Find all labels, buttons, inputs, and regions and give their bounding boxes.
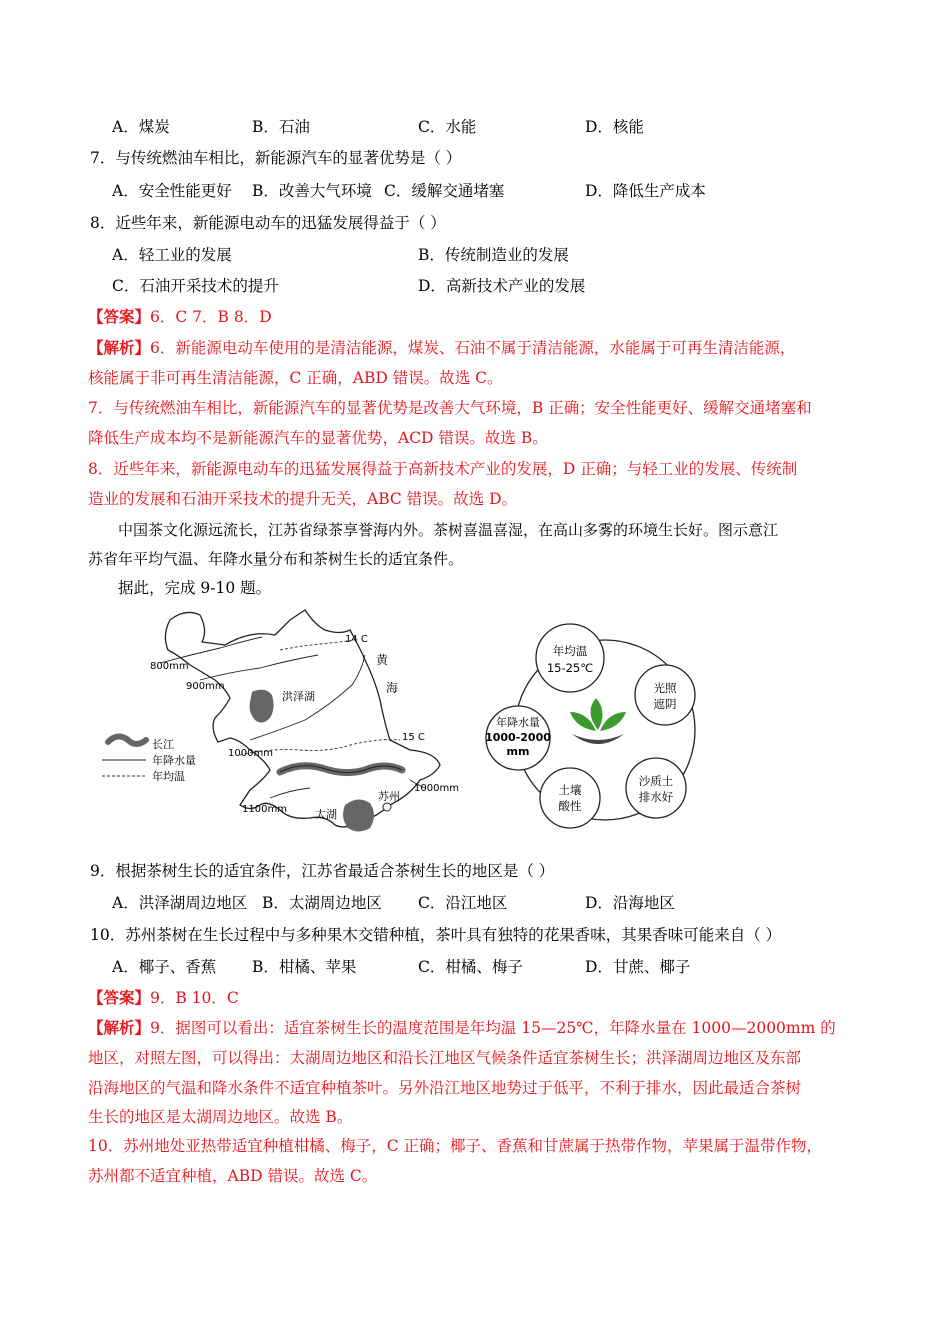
answer-tag: 【答案】 — [88, 988, 151, 1007]
q9-option-a: A．洪泽湖周边地区 — [112, 894, 248, 912]
explanation-line: 苏州都不适宜种植，ABD 错误。故选 C。 — [88, 1167, 378, 1185]
jiangsu-map — [102, 610, 459, 832]
q8-option-d: D．高新技术产业的发展 — [418, 277, 586, 295]
q8-option-b: B．传统制造业的发展 — [418, 246, 569, 264]
answer-tag: 【答案】 — [88, 307, 151, 326]
explanation-line: 造业的发展和石油开采技术的提升无关，ABC 错误。故选 D。 — [88, 490, 518, 508]
condition-sand — [626, 758, 686, 818]
q6-option-a: A．煤炭 — [112, 118, 170, 136]
explanation-text: 9．据图可以看出：适宜茶树生长的温度范围是年均温 15—25℃，年降水量在 1000—2000mm 的 — [150, 1019, 836, 1037]
q8-stem: 8．近些年来，新能源电动车的迅猛发展得益于（ ） — [90, 214, 446, 232]
legend-river: 长江 — [152, 738, 174, 751]
condition-light — [635, 665, 695, 725]
explanation-text: 6．新能源电动车使用的是清洁能源，煤炭、石油不属于清洁能源，水能属于可再生清洁能源， — [150, 339, 796, 357]
passage-line: 苏省年平均气温、年降水量分布和茶树生长的适宜条件。 — [88, 550, 464, 568]
taihu-label: 太湖 — [315, 808, 337, 821]
explanation-line — [88, 338, 795, 358]
q6-option-d: D．核能 — [585, 118, 644, 136]
condition-text: 年均温 — [552, 644, 588, 658]
explanation-tag: 【解析】 — [88, 338, 151, 357]
explanation-line: 降低生产成本均不是新能源汽车的显著优势，ACD 错误。故选 B。 — [88, 429, 548, 447]
q9-option-c: C．沿江地区 — [418, 894, 508, 912]
answer-block-2 — [88, 988, 239, 1008]
answer-text: 9．B 10．C — [150, 989, 239, 1007]
isotherm-label: 15 C — [402, 732, 425, 743]
q10-option-a: A．椰子、香蕉 — [112, 958, 217, 976]
condition-temp — [536, 624, 604, 692]
q9-stem: 9．根据茶树生长的适宜条件，江苏省最适合茶树生长的地区是（ ） — [90, 862, 555, 880]
hongze-label: 洪泽湖 — [282, 690, 315, 703]
explanation-line: 生长的地区是太湖周边地区。故选 B。 — [88, 1108, 353, 1126]
explanation-line: 7．与传统燃油车相比，新能源汽车的显著优势是改善大气环境，B 正确；安全性能更好、缓解交通堵塞和 — [88, 399, 812, 417]
tea-conditions-diagram — [485, 624, 695, 828]
isoline-label: 1100mm — [242, 804, 287, 815]
condition-text: 1000-2000 — [485, 731, 551, 744]
q8-option-c: C．石油开采技术的提升 — [112, 277, 279, 295]
condition-text: 排水好 — [638, 790, 674, 804]
sea-label: 黄 — [376, 653, 389, 667]
figure — [90, 600, 870, 840]
q7-option-a: A．安全性能更好 — [112, 182, 232, 200]
q6-option-c: C．水能 — [418, 118, 477, 136]
legend-temp: 年均温 — [152, 770, 185, 783]
q10-option-d: D．甘蔗、椰子 — [585, 958, 691, 976]
condition-soil — [540, 768, 600, 828]
q7-stem: 7．与传统燃油车相比，新能源汽车的显著优势是（ ） — [90, 149, 462, 167]
hongze-lake — [250, 690, 274, 723]
suzhou-marker — [383, 803, 391, 811]
taihu-lake — [343, 799, 374, 831]
suzhou-label: 苏州 — [378, 790, 400, 803]
condition-text: 土壤 — [558, 783, 582, 797]
isoline-label: 800mm — [150, 661, 189, 672]
answer-text: 6．C 7．B 8．D — [150, 308, 272, 326]
explanation-line: 8．近些年来，新能源电动车的迅猛发展得益于高新技术产业的发展，D 正确；与轻工业的发展、传统制 — [88, 460, 798, 478]
legend-rain: 年降水量 — [152, 754, 196, 767]
q10-option-c: C．柑橘、梅子 — [418, 958, 523, 976]
condition-text: 遮阴 — [653, 697, 677, 711]
legend-river-symbol — [108, 736, 146, 744]
explanation-line: 沿海地区的气温和降水条件不适宜种植茶叶。另外沿江地区地势过于低平，不利于排水，因此最适合茶树 — [88, 1079, 802, 1097]
isoline-label: 1000mm — [414, 783, 459, 794]
q7-option-c: C．缓解交通堵塞 — [384, 182, 505, 200]
isotherm-label: 14 C — [345, 634, 368, 645]
condition-text: mm — [506, 745, 530, 758]
q10-stem: 10．苏州茶树在生长过程中与多种果木交错种植，茶叶具有独特的花果香味，其果香味可能来自（ ） — [90, 926, 782, 944]
q8-option-a: A．轻工业的发展 — [112, 246, 232, 264]
answer-block-1 — [88, 307, 272, 327]
passage-line: 中国茶文化源远流长，江苏省绿茶享誉海内外。茶树喜温喜湿，在高山多雾的环境生长好。图示意江 — [118, 521, 779, 539]
q7-option-d: D．降低生产成本 — [585, 182, 706, 200]
q7-option-b: B．改善大气环境 — [252, 182, 372, 200]
tea-leaf-icon — [570, 698, 626, 744]
isoline-label: 1000mm — [228, 748, 273, 759]
isoline-label: 900mm — [186, 681, 225, 692]
q9-option-d: D．沿海地区 — [585, 894, 675, 912]
explanation-line: 核能属于非可再生清洁能源，C 正确，ABD 错误。故选 C。 — [88, 369, 503, 387]
q6-option-b: B．石油 — [252, 118, 310, 136]
condition-text: 15-25℃ — [546, 661, 594, 675]
explanation-tag: 【解析】 — [88, 1018, 151, 1037]
explanation-line: 10．苏州地处亚热带适宜种植柑橘、梅子，C 正确；椰子、香蕉和甘蔗属于热带作物，苹果属于温带作物， — [88, 1137, 823, 1155]
explanation-line: 地区，对照左图，可以得出：太湖周边地区和沿长江地区气候条件适宜茶树生长；洪泽湖周边地区及东部 — [88, 1049, 802, 1067]
condition-text: 酸性 — [558, 799, 582, 813]
explanation-line — [88, 1018, 836, 1038]
yangtze-river — [280, 766, 402, 773]
condition-text: 年降水量 — [496, 716, 540, 729]
q10-option-b: B．柑橘、苹果 — [252, 958, 357, 976]
condition-text: 光照 — [653, 681, 677, 695]
passage-line: 据此，完成 9-10 题。 — [118, 579, 272, 597]
q9-option-b: B．太湖周边地区 — [262, 894, 382, 912]
condition-text: 沙质土 — [638, 774, 674, 788]
sea-label: 海 — [386, 681, 399, 695]
